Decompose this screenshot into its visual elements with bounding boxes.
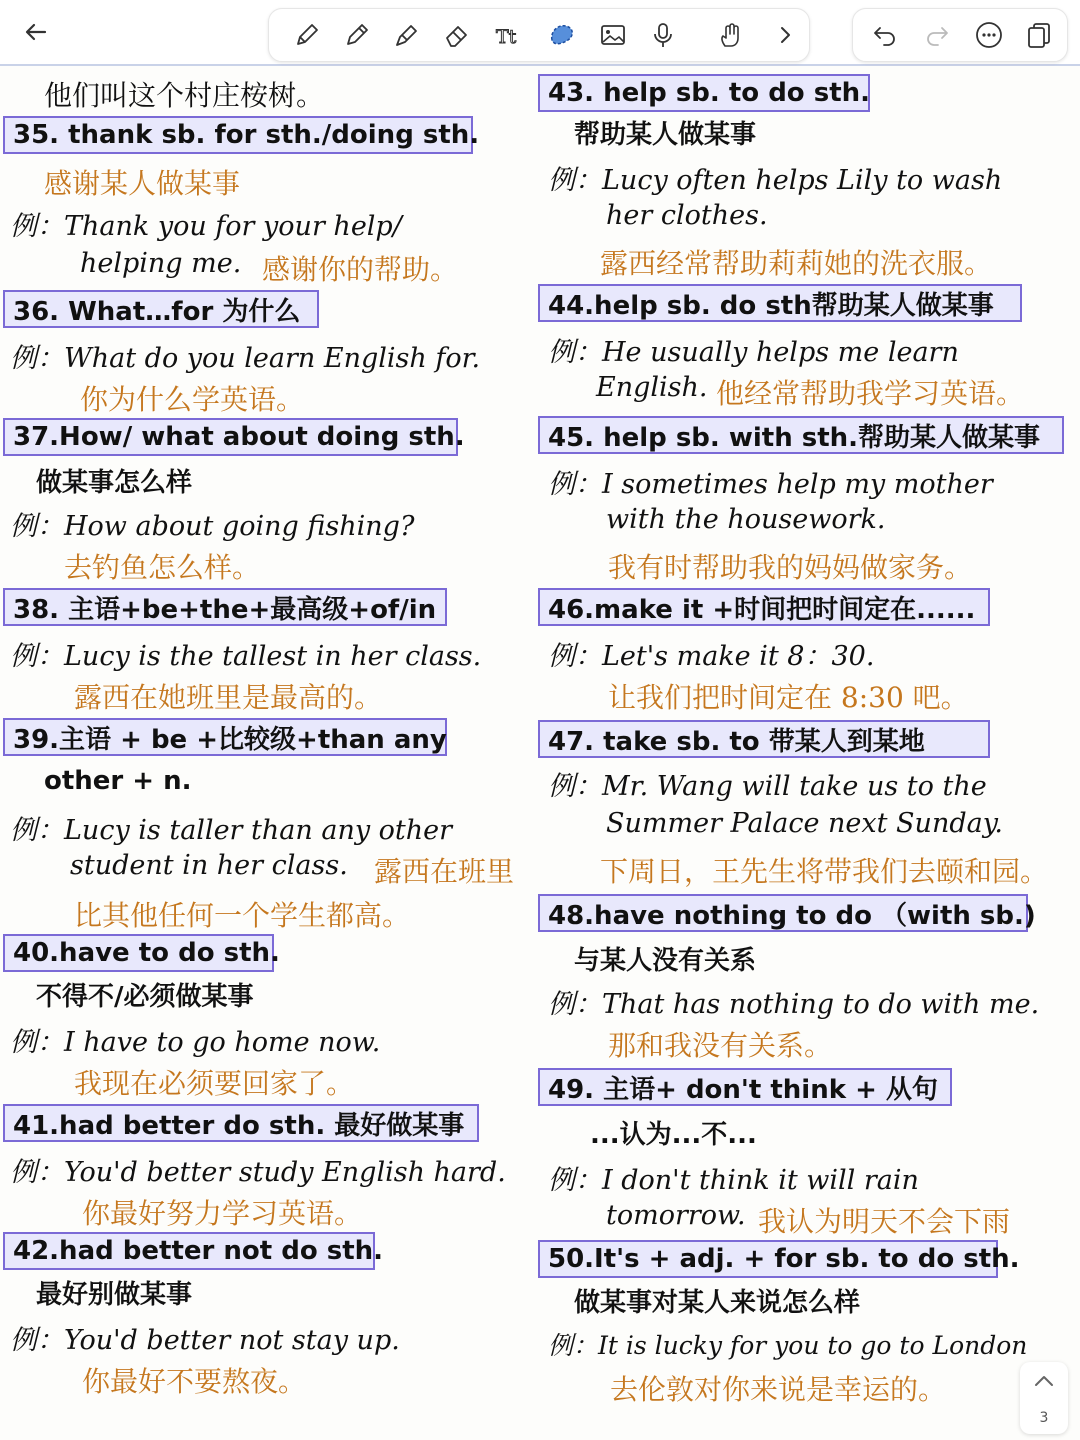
- heading-40: 40.have to do sth.: [3, 934, 274, 972]
- example-48: 例：That has nothing to do with me.: [548, 989, 1040, 1020]
- microphone-icon[interactable]: [645, 17, 681, 53]
- translation-49: 我认为明天不会下雨: [758, 1205, 1011, 1238]
- example-50: 例：It is lucky for you to go to London: [548, 1331, 1028, 1360]
- example-39-line1: 例：Lucy is taller than any other: [10, 815, 453, 846]
- page-number: 3: [1039, 1410, 1049, 1426]
- example-49-line2: tomorrow.: [606, 1200, 746, 1231]
- highlighter-icon[interactable]: [389, 17, 425, 53]
- action-palette: [852, 8, 1068, 62]
- example-40: 例：I have to go home now.: [10, 1027, 381, 1058]
- heading-46: 46.make it +时间把时间定在......: [538, 588, 990, 626]
- example-41: 例：You'd better study English hard.: [10, 1157, 506, 1188]
- top-translation: 他们叫这个村庄桉树。: [44, 79, 325, 112]
- translation-48: 那和我没有关系。: [608, 1029, 833, 1062]
- pages-icon[interactable]: [1021, 17, 1057, 53]
- example-44-line1: 例：He usually helps me learn: [548, 337, 959, 368]
- translation-36: 你为什么学英语。: [80, 383, 305, 416]
- lasso-icon[interactable]: [543, 17, 579, 53]
- svg-text:Tt: Tt: [496, 26, 517, 48]
- heading-48: 48.have nothing to do （with sb.): [538, 894, 1028, 932]
- tool-palette: [268, 8, 810, 62]
- heading-39-cont: other + n.: [44, 766, 192, 796]
- meaning-40: 不得不/必须做某事: [36, 982, 254, 1012]
- heading-41: 41.had better do sth. 最好做某事: [3, 1104, 479, 1142]
- heading-36: 36. What…for 为什么: [3, 290, 319, 328]
- example-38: 例：Lucy is the tallest in her class.: [10, 641, 482, 672]
- translation-39-part1: 露西在班里: [374, 855, 515, 888]
- heading-47: 47. take sb. to 带某人到某地: [538, 720, 990, 758]
- translation-38: 露西在她班里是最高的。: [74, 681, 383, 714]
- example-37: 例：How about going fishing?: [10, 511, 415, 542]
- translation-47: 下周日，王先生将带我们去颐和园。: [600, 855, 1049, 888]
- text-tool-icon[interactable]: [491, 17, 527, 53]
- heading-37: 37.How/ what about doing sth.: [3, 418, 458, 456]
- heading-49: 49. 主语+ don't think + 从句: [538, 1068, 952, 1106]
- example-45-line2: with the housework.: [606, 504, 886, 535]
- translation-45: 我有时帮助我的妈妈做家务。: [608, 551, 973, 584]
- pencil-icon[interactable]: [339, 17, 375, 53]
- meaning-37: 做某事怎么样: [36, 468, 193, 498]
- meaning-50: 做某事对某人来说怎么样: [574, 1288, 861, 1318]
- example-36: 例：What do you learn English for.: [10, 343, 481, 374]
- translation-43: 露西经常帮助莉莉她的洗衣服。: [600, 247, 993, 280]
- translation-39-part2: 比其他任何一个学生都高。: [74, 899, 411, 932]
- example-45-line1: 例：I sometimes help my mother: [548, 469, 993, 500]
- translation-40: 我现在必须要回家了。: [74, 1067, 355, 1100]
- heading-39: 39.主语 + be +比较级+than any: [3, 718, 447, 756]
- translation-35: 感谢你的帮助。: [262, 253, 459, 286]
- heading-50: 50.It's + adj. + for sb. to do sth.: [538, 1240, 998, 1278]
- example-49-line1: 例：I don't think it will rain: [548, 1165, 919, 1196]
- example-46: 例：Let's make it 8：30.: [548, 641, 875, 672]
- translation-46: 让我们把时间定在 8:30 吧。: [608, 681, 969, 714]
- meaning-49: ...认为...不...: [590, 1120, 757, 1150]
- example-43-line2: her clothes.: [606, 200, 768, 231]
- example-47-line2: Summer Palace next Sunday.: [606, 808, 1003, 839]
- heading-44: 44.help sb. do sth帮助某人做某事: [538, 284, 1022, 322]
- heading-35: 35. thank sb. for sth./doing sth.: [3, 116, 473, 154]
- chevron-up-icon: [1030, 1368, 1058, 1396]
- translation-42: 你最好不要熬夜。: [82, 1365, 307, 1398]
- translation-44: 他经常帮助我学习英语。: [716, 377, 1025, 410]
- meaning-42: 最好别做某事: [36, 1280, 193, 1310]
- heading-45: 45. help sb. with sth.帮助某人做某事: [538, 416, 1064, 454]
- example-35-line2: helping me.: [80, 248, 242, 279]
- scroll-to-top-button[interactable]: [1020, 1362, 1068, 1434]
- meaning-43: 帮助某人做某事: [574, 120, 757, 150]
- heading-42: 42.had better not do sth.: [3, 1232, 375, 1270]
- toolbar: [0, 0, 1080, 66]
- meaning-48: 与某人没有关系: [574, 946, 757, 976]
- meaning-35: 感谢某人做某事: [44, 167, 241, 200]
- chevron-right-icon[interactable]: [767, 17, 803, 53]
- pen-icon[interactable]: [289, 17, 325, 53]
- example-47-line1: 例：Mr. Wang will take us to the: [548, 771, 987, 802]
- translation-41: 你最好努力学习英语。: [82, 1197, 363, 1230]
- heading-38: 38. 主语+be+the+最高级+of/in: [3, 588, 447, 626]
- example-43-line1: 例：Lucy often helps Lily to wash: [548, 165, 1003, 196]
- translation-50: 去伦敦对你来说是幸运的。: [610, 1373, 947, 1406]
- more-icon[interactable]: [971, 17, 1007, 53]
- undo-icon[interactable]: [867, 17, 903, 53]
- heading-43: 43. help sb. to do sth.: [538, 74, 870, 112]
- hand-pencil-icon[interactable]: [713, 17, 749, 53]
- example-42: 例：You'd better not stay up.: [10, 1325, 400, 1356]
- eraser-icon[interactable]: [439, 17, 475, 53]
- example-39-line2: student in her class.: [70, 850, 348, 881]
- example-35-line1: 例：Thank you for your help/: [10, 211, 402, 242]
- translation-37: 去钓鱼怎么样。: [64, 551, 261, 584]
- back-arrow-icon[interactable]: [18, 14, 54, 50]
- image-icon[interactable]: [595, 17, 631, 53]
- redo-icon[interactable]: [919, 17, 955, 53]
- example-44-line2: English.: [596, 372, 708, 403]
